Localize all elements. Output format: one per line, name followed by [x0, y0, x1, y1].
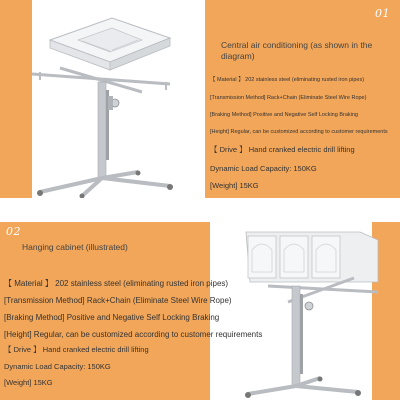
spec-height: [Height] Regular, can be customized according to customer requirements: [210, 129, 388, 135]
spec-height: [Height] Regular, can be customized according to customer requirements: [4, 330, 263, 339]
panel-air-conditioning: [0, 0, 400, 198]
spec-braking: [Braking Method] Positive and Negative Self Locking Braking: [4, 313, 220, 322]
spec-braking: [Braking Method] Positive and Negative Self Locking Braking: [210, 112, 358, 118]
spec-load: Dynamic Load Capacity: 150KG: [4, 362, 111, 371]
spec-material: 【 Material 】 202 stainless steel (eliminating rusted iron pipes): [4, 279, 229, 288]
panel-title: Central air conditioning (as shown in the diagram): [221, 40, 373, 61]
spec-transmission: [Transmission Method] Rack+Chain (Eliminate Steel Wire Rope): [210, 95, 367, 101]
spec-drive: 【 Drive 】 Hand cranked electric drill lifting: [4, 345, 149, 354]
panel-divider: [0, 198, 400, 222]
panel-number: 01: [375, 7, 390, 20]
spec-transmission: [Transmission Method] Rack+Chain (Eliminate Steel Wire Rope): [4, 296, 232, 305]
spec-drive: 【 Drive 】 Hand cranked electric drill lifting: [210, 145, 355, 154]
ac-lift-illustration: [20, 0, 220, 198]
spec-material: 【 Material 】 202 stainless steel (eliminating rusted iron pipes): [210, 77, 365, 83]
cabinet-lift-illustration: [228, 222, 388, 400]
panel-hanging-cabinet: [0, 222, 400, 400]
panel-title: Hanging cabinet (illustrated): [22, 242, 128, 252]
spec-load: Dynamic Load Capacity: 150KG: [210, 164, 317, 173]
spec-weight: [Weight] 15KG: [4, 378, 53, 387]
panel-number: 02: [6, 225, 21, 238]
spec-weight: [Weight] 15KG: [210, 181, 259, 190]
